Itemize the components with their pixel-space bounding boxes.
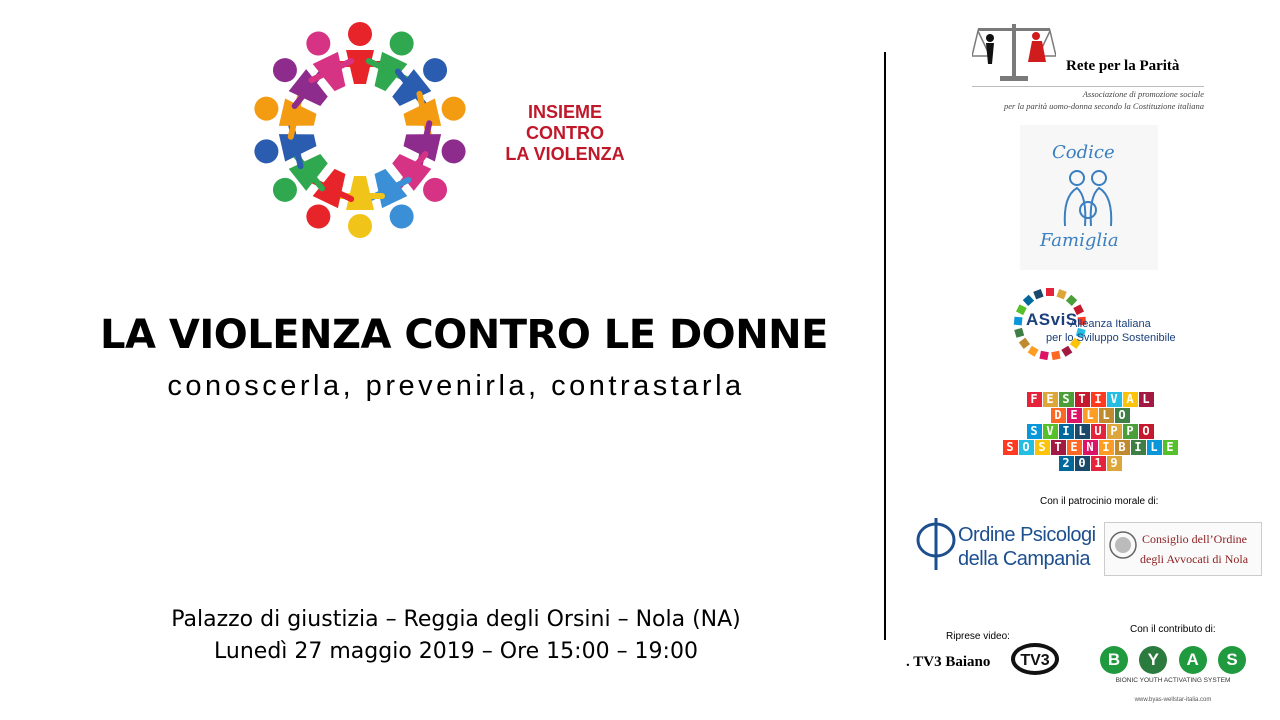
ring-figure bbox=[338, 22, 382, 84]
ordine-line-1: Ordine Psicologi bbox=[958, 524, 1096, 546]
tagline-line-3: LA VIOLENZA bbox=[505, 144, 625, 164]
festival-letter: P bbox=[1107, 424, 1122, 439]
tv3-name: . TV3 Baiano bbox=[906, 654, 991, 670]
tv3-logo bbox=[1010, 642, 1060, 676]
asvis-wheel-segment bbox=[1051, 351, 1060, 360]
festival-letter: S bbox=[1003, 440, 1018, 455]
festival-letter: I bbox=[1131, 440, 1146, 455]
festival-row bbox=[1002, 392, 1178, 407]
festival-row bbox=[1002, 440, 1178, 455]
page-title: LA VIOLENZA CONTRO LE DONNE bbox=[100, 312, 828, 358]
insieme-logo-ring bbox=[250, 20, 470, 240]
festival-letter: I bbox=[1099, 440, 1114, 455]
festival-letter: 9 bbox=[1107, 456, 1122, 471]
codice-line-2: Famiglia bbox=[1040, 230, 1119, 251]
festival-letter: N bbox=[1083, 440, 1098, 455]
family-icon bbox=[1055, 166, 1121, 232]
festival-letter: L bbox=[1075, 424, 1090, 439]
festival-letter: F bbox=[1027, 392, 1042, 407]
asvis-wheel-segment bbox=[1014, 317, 1023, 326]
festival-letter: O bbox=[1139, 424, 1154, 439]
festival-letter: P bbox=[1123, 424, 1138, 439]
byas-url: www.byas-wellstar-italia.com bbox=[1134, 697, 1212, 703]
codice-line-1: Codice bbox=[1052, 142, 1115, 163]
festival-letter: D bbox=[1051, 408, 1066, 423]
psi-icon bbox=[908, 516, 956, 572]
avvocati-line-2: degli Avvocati di Nola bbox=[1140, 552, 1249, 566]
asvis-wheel-segment bbox=[1028, 346, 1039, 357]
asvis-line-1: Alleanza Italiana bbox=[1070, 318, 1151, 330]
byas-letter: A bbox=[1179, 646, 1207, 674]
festival-letter: 0 bbox=[1075, 456, 1090, 471]
asvis-name: ASviS bbox=[1026, 310, 1078, 329]
festival-letter: V bbox=[1043, 424, 1058, 439]
riprese-label: Riprese video: bbox=[946, 631, 1010, 642]
festival-letter: L bbox=[1139, 392, 1154, 407]
festival-letter: E bbox=[1067, 408, 1082, 423]
festival-letter: T bbox=[1075, 392, 1090, 407]
rete-scales-logo bbox=[972, 20, 1056, 84]
rete-description-line-2: per la parità uomo-donna secondo la Costituzione italiana bbox=[1004, 101, 1204, 111]
festival-letter: L bbox=[1099, 408, 1114, 423]
festival-row bbox=[1002, 456, 1178, 471]
tagline-line-2: CONTRO bbox=[526, 123, 604, 143]
rete-name: Rete per la Parità bbox=[1066, 58, 1180, 74]
event-details bbox=[100, 604, 812, 668]
festival-letter: I bbox=[1059, 424, 1074, 439]
patrocinio-label: Con il patrocinio morale di: bbox=[1040, 496, 1159, 507]
festival-letter: O bbox=[1115, 408, 1130, 423]
byas-letter: Y bbox=[1139, 646, 1167, 674]
festival-letter: T bbox=[1051, 440, 1066, 455]
avvocati-line-1: Consiglio dell’Ordine bbox=[1142, 532, 1247, 546]
asvis-wheel-segment bbox=[1014, 328, 1024, 338]
festival-letter: E bbox=[1043, 392, 1058, 407]
asvis-wheel-segment bbox=[1066, 295, 1077, 306]
ring-figure bbox=[338, 176, 382, 238]
rete-description-line-1: Associazione di promozione sociale bbox=[1082, 89, 1204, 99]
asvis-wheel-segment bbox=[1019, 338, 1030, 349]
festival-letter: V bbox=[1107, 392, 1122, 407]
asvis-wheel-segment bbox=[1056, 289, 1066, 299]
asvis-wheel-segment bbox=[1033, 289, 1043, 299]
festival-letter: 1 bbox=[1091, 456, 1106, 471]
logo-tagline bbox=[480, 102, 650, 165]
festival-letter: B bbox=[1115, 440, 1130, 455]
asvis-wheel-segment bbox=[1046, 288, 1054, 296]
festival-letter: L bbox=[1147, 440, 1162, 455]
festival-letter: O bbox=[1019, 440, 1034, 455]
byas-letter: S bbox=[1218, 646, 1246, 674]
asvis-wheel-segment bbox=[1061, 346, 1072, 357]
venue-line: Palazzo di giustizia – Reggia degli Orsini – Nola (NA) bbox=[171, 607, 741, 632]
vertical-divider bbox=[884, 52, 886, 640]
tagline-line-1: INSIEME bbox=[527, 102, 602, 122]
asvis-wheel-segment bbox=[1039, 351, 1048, 360]
festival-row bbox=[1002, 424, 1178, 439]
festival-letter: S bbox=[1059, 392, 1074, 407]
byas-letter: B bbox=[1100, 646, 1128, 674]
tv3-badge: TV3 bbox=[1020, 652, 1050, 669]
ordine-line-2: della Campania bbox=[958, 548, 1090, 570]
date-time-line: Lunedì 27 maggio 2019 – Ore 15:00 – 19:00 bbox=[214, 639, 698, 664]
festival-letter: U bbox=[1091, 424, 1106, 439]
festival-letter: I bbox=[1091, 392, 1106, 407]
asvis-line-2: per lo Sviluppo Sostenibile bbox=[1046, 332, 1176, 344]
festival-row bbox=[1002, 408, 1178, 423]
festival-letter: A bbox=[1123, 392, 1138, 407]
byas-tagline: BIONIC YOUTH ACTIVATING SYSTEM bbox=[1115, 677, 1231, 684]
byas-logo bbox=[1100, 646, 1246, 674]
festival-letter: E bbox=[1067, 440, 1082, 455]
festival-letter: E bbox=[1163, 440, 1178, 455]
rete-description bbox=[972, 86, 1204, 112]
page-subtitle: conoscerla, prevenirla, contrastarla bbox=[167, 370, 745, 402]
festival-logo bbox=[1002, 392, 1178, 472]
seal-icon bbox=[1108, 530, 1138, 560]
festival-letter: 2 bbox=[1059, 456, 1074, 471]
festival-letter: S bbox=[1035, 440, 1050, 455]
festival-letter: L bbox=[1083, 408, 1098, 423]
festival-letter: S bbox=[1027, 424, 1042, 439]
asvis-wheel-segment bbox=[1023, 295, 1034, 306]
contributo-label: Con il contributo di: bbox=[1130, 624, 1216, 635]
